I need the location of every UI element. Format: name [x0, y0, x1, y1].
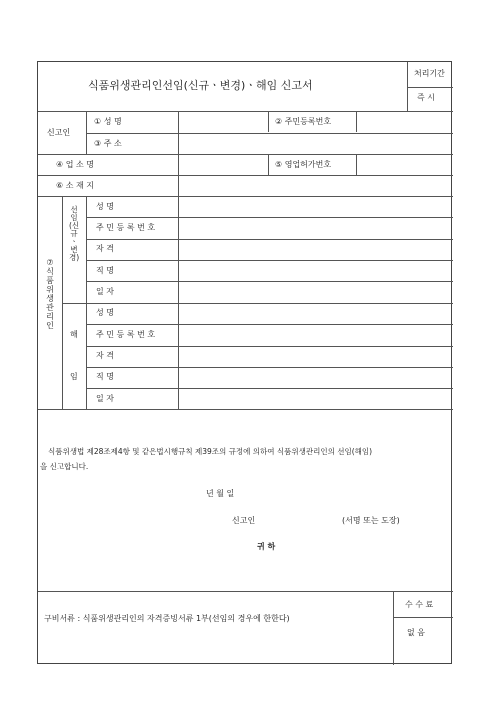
- declaration-text-line2: 을 신고합니다.: [40, 462, 89, 471]
- divider: [393, 591, 394, 665]
- address-label: ③ 주 소: [94, 139, 122, 148]
- dismiss-position-field[interactable]: [179, 368, 452, 387]
- dismiss-rrn-label: 주 민 등 록 번 호: [96, 330, 156, 339]
- business-name-label: ④ 업 소 명: [56, 160, 94, 169]
- processing-period-label: 처리기간: [414, 69, 445, 78]
- signer-label: 신고인: [232, 516, 256, 525]
- appoint-date-label: 일 자: [96, 287, 114, 296]
- dismissal-label-bottom: 임: [70, 372, 78, 381]
- report-date: 년 월 일: [206, 489, 235, 498]
- dismiss-rrn-field[interactable]: [179, 325, 452, 345]
- name-field[interactable]: [179, 112, 267, 132]
- fee-value: 없 음: [407, 628, 425, 637]
- name-label: ① 성 명: [94, 117, 122, 126]
- processing-period-value: 즉 시: [417, 93, 435, 102]
- appoint-qualification-label: 자 격: [96, 244, 114, 253]
- location-label: ⑥ 소 재 지: [56, 181, 94, 190]
- recipient-label: 귀 하: [257, 542, 276, 551]
- dismiss-position-label: 직 명: [96, 372, 114, 381]
- dismiss-name-label: 성 명: [96, 308, 114, 317]
- signature-note: (서명 또는 도장): [342, 516, 400, 525]
- form-title: 식품위생관리인선임(신규ㆍ변경)ㆍ해임 신고서: [88, 79, 313, 92]
- appoint-rrn-label: 주 민 등 록 번 호: [96, 223, 156, 232]
- dismiss-qualification-field[interactable]: [179, 347, 452, 366]
- divider: [268, 111, 269, 132]
- appoint-date-field[interactable]: [179, 282, 452, 302]
- fee-label: 수 수 료: [405, 600, 434, 609]
- declaration-text-line1: 식품위생법 제28조제4항 및 같은법시행규칙 제39조의 규정에 의하여 식품위생관리인의 선임(해임): [48, 447, 373, 456]
- business-name-field[interactable]: [179, 155, 267, 174]
- appoint-qualification-field[interactable]: [179, 240, 452, 259]
- appoint-position-field[interactable]: [179, 261, 452, 280]
- divider: [268, 154, 269, 175]
- dismiss-qualification-label: 자 격: [96, 351, 114, 360]
- manager-section-label: ⑦식품위생관리인: [46, 258, 54, 330]
- appoint-name-label: 성 명: [96, 202, 114, 211]
- rrn-field[interactable]: [357, 112, 452, 132]
- dismiss-date-label: 일 자: [96, 394, 114, 403]
- divider: [407, 62, 408, 111]
- appoint-rrn-field[interactable]: [179, 218, 452, 238]
- divider: [62, 196, 63, 409]
- rrn-label: ② 주민등록번호: [275, 117, 332, 126]
- required-documents: 구비서류 : 식품위생관리인의 자격증빙서류 1부(선임의 경우에 한한다): [44, 614, 290, 623]
- divider: [38, 409, 453, 410]
- dismiss-name-field[interactable]: [179, 304, 452, 323]
- appoint-name-field[interactable]: [179, 197, 452, 217]
- divider: [86, 111, 87, 154]
- reporter-label: 신고인: [47, 128, 71, 137]
- divider: [86, 196, 87, 409]
- dismissal-label-top: 해: [70, 330, 78, 339]
- report-form: [37, 61, 452, 664]
- location-field[interactable]: [179, 176, 452, 195]
- dismiss-date-field[interactable]: [179, 389, 452, 408]
- appointment-label: 선임(신규ㆍ변경): [69, 205, 80, 262]
- divider: [407, 87, 453, 88]
- divider: [393, 617, 453, 618]
- appoint-position-label: 직 명: [96, 266, 114, 275]
- address-field[interactable]: [179, 134, 452, 153]
- divider: [38, 591, 453, 592]
- license-number-label: ⑤ 영업허가번호: [275, 160, 332, 169]
- license-number-field[interactable]: [357, 155, 452, 174]
